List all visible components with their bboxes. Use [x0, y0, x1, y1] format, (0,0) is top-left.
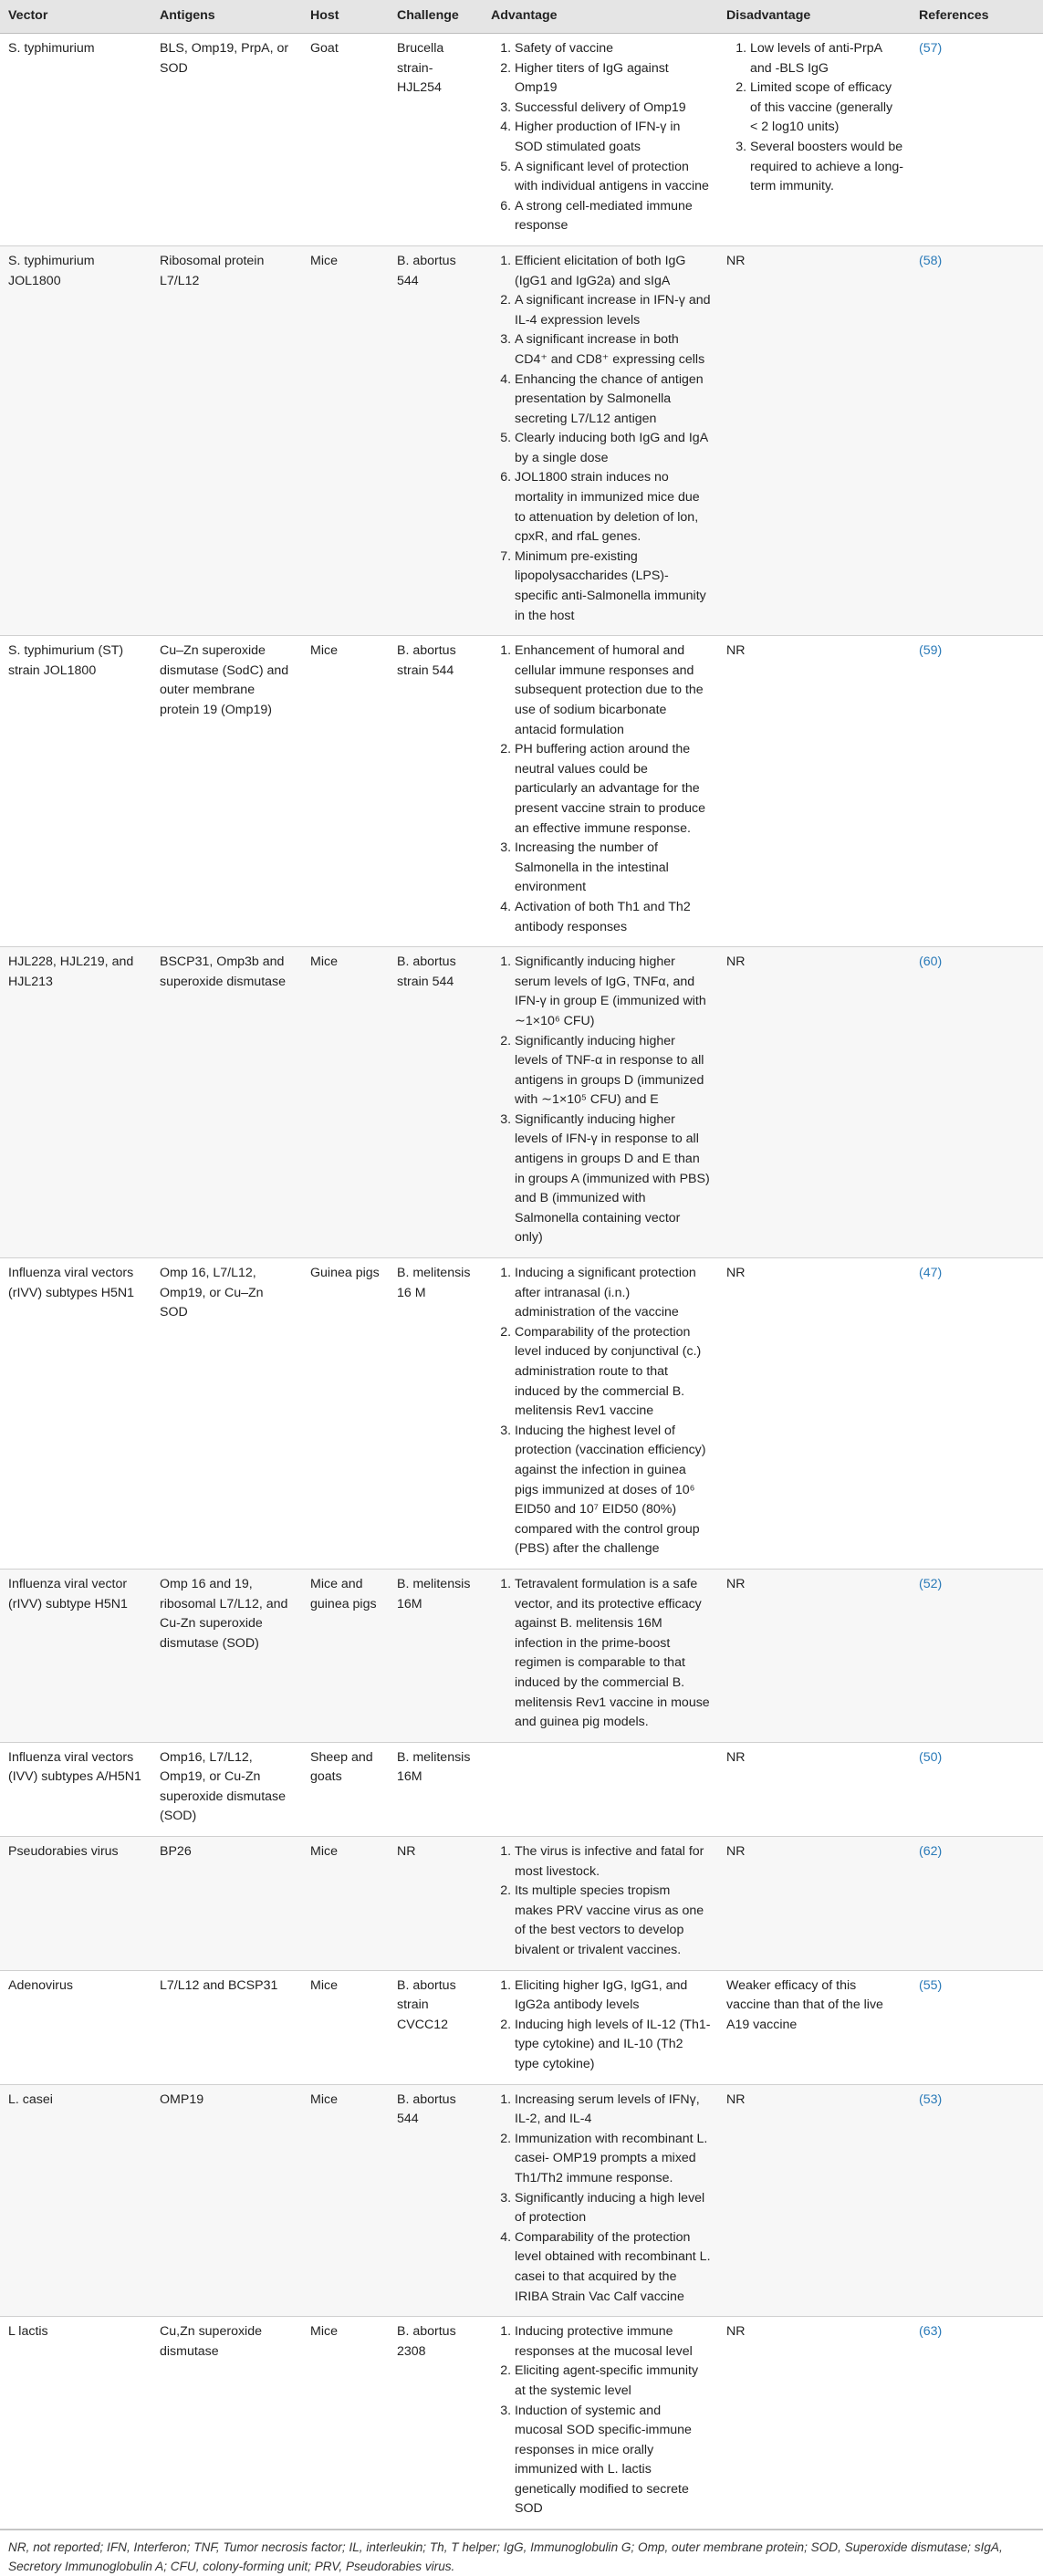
- table-row: [0, 1837, 1043, 1971]
- cell-host: Goat: [302, 34, 389, 246]
- table-row: [0, 1258, 1043, 1570]
- cell-reference: [911, 1837, 1043, 1971]
- cell-disadvantage: NR: [718, 2084, 911, 2317]
- cell-reference: [911, 947, 1043, 1258]
- advantage-item: 3. A significant increase in both CD4⁺ and CD8⁺ expressing cells: [515, 330, 711, 370]
- advantage-list: [491, 1976, 711, 2075]
- cell-advantage: [483, 1742, 718, 1836]
- advantage-list: [491, 252, 711, 626]
- cell-host: Mice and guinea pigs: [302, 1569, 389, 1742]
- table-body: [0, 34, 1043, 2529]
- cell-challenge: B. abortus strain CVCC12: [389, 1970, 483, 2084]
- cell-antigens: Omp 16, L7/L12, Omp19, or Cu–Zn SOD: [151, 1258, 302, 1570]
- cell-vector: L. casei: [0, 2084, 151, 2317]
- cell-advantage: [483, 1837, 718, 1971]
- cell-advantage: [483, 947, 718, 1258]
- cell-antigens: Ribosomal protein L7/L12: [151, 245, 302, 635]
- cell-antigens: Cu–Zn superoxide dismutase (SodC) and outer membrane protein 19 (Omp19): [151, 636, 302, 947]
- header-vector: Vector: [0, 0, 151, 34]
- cell-host: Mice: [302, 636, 389, 947]
- advantage-item: 4. Enhancing the chance of antigen presentation by Salmonella secreting L7/L12 antigen: [515, 370, 711, 430]
- table-row: [0, 1569, 1043, 1742]
- cell-disadvantage: NR: [718, 2317, 911, 2529]
- cell-host: Mice: [302, 245, 389, 635]
- cell-antigens: BP26: [151, 1837, 302, 1971]
- cell-challenge: NR: [389, 1837, 483, 1971]
- advantage-item: 7. Minimum pre-existing lipopolysaccharides (LPS)-specific anti-Salmonella immunity in the host: [515, 548, 711, 626]
- cell-advantage: [483, 2317, 718, 2529]
- header-antigens: Antigens: [151, 0, 302, 34]
- cell-challenge: B. abortus 544: [389, 2084, 483, 2317]
- cell-host: Mice: [302, 1970, 389, 2084]
- advantage-item: 3. Significantly inducing a high level of protection: [515, 2189, 711, 2228]
- reference-link[interactable]: (60): [919, 954, 943, 970]
- cell-host: Mice: [302, 2317, 389, 2529]
- advantage-item: 1. Increasing serum levels of IFNγ, IL-2, and IL-4: [515, 2091, 711, 2130]
- advantage-list: [491, 1264, 711, 1559]
- table-row: [0, 947, 1043, 1258]
- cell-antigens: Omp16, L7/L12, Omp19, or Cu-Zn superoxide dismutase (SOD): [151, 1742, 302, 1836]
- reference-link[interactable]: (47): [919, 1266, 943, 1281]
- advantage-list: [491, 953, 711, 1248]
- cell-disadvantage: [718, 34, 911, 246]
- cell-disadvantage: NR: [718, 1837, 911, 1971]
- advantage-item: 2. Immunization with recombinant L. casei- OMP19 prompts a mixed Th1/Th2 immune response.: [515, 2130, 711, 2189]
- reference-link[interactable]: (58): [919, 253, 943, 268]
- cell-reference: [911, 1258, 1043, 1570]
- cell-disadvantage: NR: [718, 1742, 911, 1836]
- cell-host: Mice: [302, 1837, 389, 1971]
- cell-reference: [911, 1970, 1043, 2084]
- cell-challenge: B. abortus strain 544: [389, 636, 483, 947]
- cell-challenge: B. melitensis 16M: [389, 1569, 483, 1742]
- cell-disadvantage: NR: [718, 1569, 911, 1742]
- cell-vector: Adenovirus: [0, 1970, 151, 2084]
- table-row: [0, 1742, 1043, 1836]
- advantage-item: 2. Comparability of the protection level induced by conjunctival (c.) administration route to that induced by the commercial B. melitensis Rev1 vaccine: [515, 1323, 711, 1422]
- cell-challenge: B. abortus 544: [389, 245, 483, 635]
- advantage-item: 5. A significant level of protection with individual antigens in vaccine: [515, 158, 711, 197]
- table-footnote: NR, not reported; IFN, Interferon; TNF, Tumor necrosis factor; IL, interleukin; Th, T helper; IgG, Immunoglobulin G; Omp, outer membrane protein; SOD, Superoxide dismutase; sIgA, Secretory Immunoglobulin A; CFU, colony-forming unit; PRV, Pseudorabies virus.: [0, 2529, 1043, 2576]
- cell-challenge: Brucella strain-HJL254: [389, 34, 483, 246]
- advantage-list: [491, 1842, 711, 1961]
- cell-vector: Influenza viral vectors (IVV) subtypes A/H5N1: [0, 1742, 151, 1836]
- advantage-item: 2. Higher titers of IgG against Omp19: [515, 59, 711, 99]
- disadvantage-item: 1. Low levels of anti-PrpA and -BLS IgG: [750, 39, 903, 78]
- cell-advantage: [483, 1258, 718, 1570]
- advantage-list: [491, 641, 711, 937]
- advantage-item: 3. Inducing the highest level of protection (vaccination efficiency) against the infection in guinea pigs immunized at doses of 10⁶ EID50 and 10⁷ EID50 (80%) compared with the control group (PBS) after the challenge: [515, 1422, 711, 1559]
- cell-vector: Influenza viral vector (rIVV) subtype H5N1: [0, 1569, 151, 1742]
- table-row: [0, 245, 1043, 635]
- table-row: [0, 1970, 1043, 2084]
- cell-advantage: [483, 636, 718, 947]
- cell-disadvantage: NR: [718, 636, 911, 947]
- advantage-item: 6. JOL1800 strain induces no mortality in immunized mice due to attenuation by deletion of lon, cpxR, and rfaL genes.: [515, 468, 711, 547]
- cell-disadvantage: Weaker efficacy of this vaccine than that of the live A19 vaccine: [718, 1970, 911, 2084]
- cell-vector: S. typhimurium JOL1800: [0, 245, 151, 635]
- cell-vector: L lactis: [0, 2317, 151, 2529]
- advantage-item: 1. The virus is infective and fatal for most livestock.: [515, 1842, 711, 1882]
- advantage-item: 4. Activation of both Th1 and Th2 antibody responses: [515, 898, 711, 937]
- cell-advantage: [483, 1970, 718, 2084]
- header-disadvantage: Disadvantage: [718, 0, 911, 34]
- advantage-list: [491, 2322, 711, 2519]
- cell-advantage: [483, 2084, 718, 2317]
- advantage-item: 1. Tetravalent formulation is a safe vector, and its protective efficacy against B. melitensis 16M infection in the prime-boost regimen is comparable to that induced by the commercial B. melitensis Rev1 vaccine in mouse and guinea pig models.: [515, 1575, 711, 1733]
- cell-advantage: [483, 245, 718, 635]
- cell-vector: S. typhimurium (ST) strain JOL1800: [0, 636, 151, 947]
- cell-vector: Pseudorabies virus: [0, 1837, 151, 1971]
- cell-vector: HJL228, HJL219, and HJL213: [0, 947, 151, 1258]
- header-advantage: Advantage: [483, 0, 718, 34]
- cell-antigens: Omp 16 and 19, ribosomal L7/L12, and Cu-Zn superoxide dismutase (SOD): [151, 1569, 302, 1742]
- advantage-item: 1. Inducing a significant protection after intranasal (i.n.) administration of the vaccine: [515, 1264, 711, 1323]
- cell-host: Sheep and goats: [302, 1742, 389, 1836]
- reference-link[interactable]: (55): [919, 1977, 943, 1993]
- reference-link[interactable]: (62): [919, 1844, 943, 1860]
- advantage-item: 1. Safety of vaccine: [515, 39, 711, 59]
- cell-vector: S. typhimurium: [0, 34, 151, 246]
- header-row: [0, 0, 1043, 34]
- cell-reference: [911, 636, 1043, 947]
- cell-disadvantage: NR: [718, 947, 911, 1258]
- advantage-item: 2. Significantly inducing higher levels of TNF-α in response to all antigens in groups D (immunized with ∼1×10⁵ CFU) and E: [515, 1032, 711, 1111]
- cell-vector: Influenza viral vectors (rIVV) subtypes H5N1: [0, 1258, 151, 1570]
- advantage-item: 2. Inducing high levels of IL-12 (Th1-type cytokine) and IL-10 (Th2 type cytokine): [515, 2016, 711, 2075]
- advantage-item: 2. Its multiple species tropism makes PRV vaccine virus as one of the best vectors to develop bivalent or trivalent vaccines.: [515, 1882, 711, 1960]
- cell-reference: [911, 1569, 1043, 1742]
- table-row: [0, 636, 1043, 947]
- reference-link[interactable]: (63): [919, 2324, 943, 2340]
- header-challenge: Challenge: [389, 0, 483, 34]
- cell-antigens: OMP19: [151, 2084, 302, 2317]
- reference-link[interactable]: (59): [919, 643, 943, 659]
- reference-link[interactable]: (57): [919, 41, 943, 56]
- advantage-item: 5. Clearly inducing both IgG and IgA by a single dose: [515, 429, 711, 468]
- cell-host: Guinea pigs: [302, 1258, 389, 1570]
- cell-challenge: B. abortus 2308: [389, 2317, 483, 2529]
- disadvantage-item: 3. Several boosters would be required to achieve a long-term immunity.: [750, 138, 903, 197]
- reference-link[interactable]: (53): [919, 2091, 943, 2107]
- reference-link[interactable]: (50): [919, 1749, 943, 1765]
- cell-reference: [911, 2317, 1043, 2529]
- advantage-item: 2. Eliciting agent-specific immunity at the systemic level: [515, 2362, 711, 2401]
- table-row: [0, 2317, 1043, 2529]
- advantage-item: 4. Higher production of IFN-γ in SOD stimulated goats: [515, 118, 711, 157]
- advantage-list: [491, 1575, 711, 1733]
- advantage-item: 2. PH buffering action around the neutral values could be particularly an advantage for the present vaccine strain to produce an effective immune response.: [515, 740, 711, 839]
- advantage-item: 1. Efficient elicitation of both IgG (IgG1 and IgG2a) and sIgA: [515, 252, 711, 291]
- cell-advantage: [483, 34, 718, 246]
- header-host: Host: [302, 0, 389, 34]
- cell-antigens: L7/L12 and BCSP31: [151, 1970, 302, 2084]
- advantage-item: 1. Eliciting higher IgG, IgG1, and IgG2a antibody levels: [515, 1976, 711, 2016]
- cell-reference: [911, 2084, 1043, 2317]
- cell-reference: [911, 1742, 1043, 1836]
- cell-challenge: B. melitensis 16M: [389, 1742, 483, 1836]
- advantage-item: 1. Inducing protective immune responses at the mucosal level: [515, 2322, 711, 2362]
- cell-antigens: BLS, Omp19, PrpA, or SOD: [151, 34, 302, 246]
- cell-disadvantage: NR: [718, 245, 911, 635]
- advantage-list: [491, 39, 711, 236]
- cell-challenge: B. abortus strain 544: [389, 947, 483, 1258]
- cell-disadvantage: NR: [718, 1258, 911, 1570]
- table-row: [0, 34, 1043, 246]
- advantage-item: 1. Enhancement of humoral and cellular immune responses and subsequent protection due to the use of sodium bicarbonate antacid formulation: [515, 641, 711, 740]
- advantage-item: 3. Significantly inducing higher levels of IFN-γ in response to all antigens in groups D and E than in groups A (immunized with PBS) and B (immunized with Salmonella containing vector only): [515, 1111, 711, 1248]
- cell-challenge: B. melitensis 16 M: [389, 1258, 483, 1570]
- reference-link[interactable]: (52): [919, 1576, 943, 1591]
- advantage-item: 4. Comparability of the protection level obtained with recombinant L. casei to that acquired by the IRIBA Strain Vac Calf vaccine: [515, 2228, 711, 2307]
- advantage-list: [491, 2091, 711, 2308]
- cell-reference: [911, 34, 1043, 246]
- disadvantage-list: [726, 39, 903, 197]
- cell-antigens: BSCP31, Omp3b and superoxide dismutase: [151, 947, 302, 1258]
- advantage-item: 2. A significant increase in IFN-γ and IL-4 expression levels: [515, 291, 711, 330]
- header-references: References: [911, 0, 1043, 34]
- advantage-item: 1. Significantly inducing higher serum levels of IgG, TNFα, and IFN-γ in group E (immunized with ∼1×10⁶ CFU): [515, 953, 711, 1031]
- advantage-item: 3. Induction of systemic and mucosal SOD specific-immune responses in mice orally immunized with L. lactis genetically modified to secrete SOD: [515, 2402, 711, 2520]
- advantage-item: 6. A strong cell-mediated immune response: [515, 197, 711, 236]
- cell-antigens: Cu,Zn superoxide dismutase: [151, 2317, 302, 2529]
- cell-host: Mice: [302, 947, 389, 1258]
- disadvantage-item: 2. Limited scope of efficacy of this vaccine (generally < 2 log10 units): [750, 78, 903, 138]
- cell-reference: [911, 245, 1043, 635]
- cell-advantage: [483, 1569, 718, 1742]
- advantage-item: 3. Successful delivery of Omp19: [515, 99, 711, 119]
- cell-host: Mice: [302, 2084, 389, 2317]
- advantage-item: 3. Increasing the number of Salmonella in the intestinal environment: [515, 839, 711, 898]
- table-row: [0, 2084, 1043, 2317]
